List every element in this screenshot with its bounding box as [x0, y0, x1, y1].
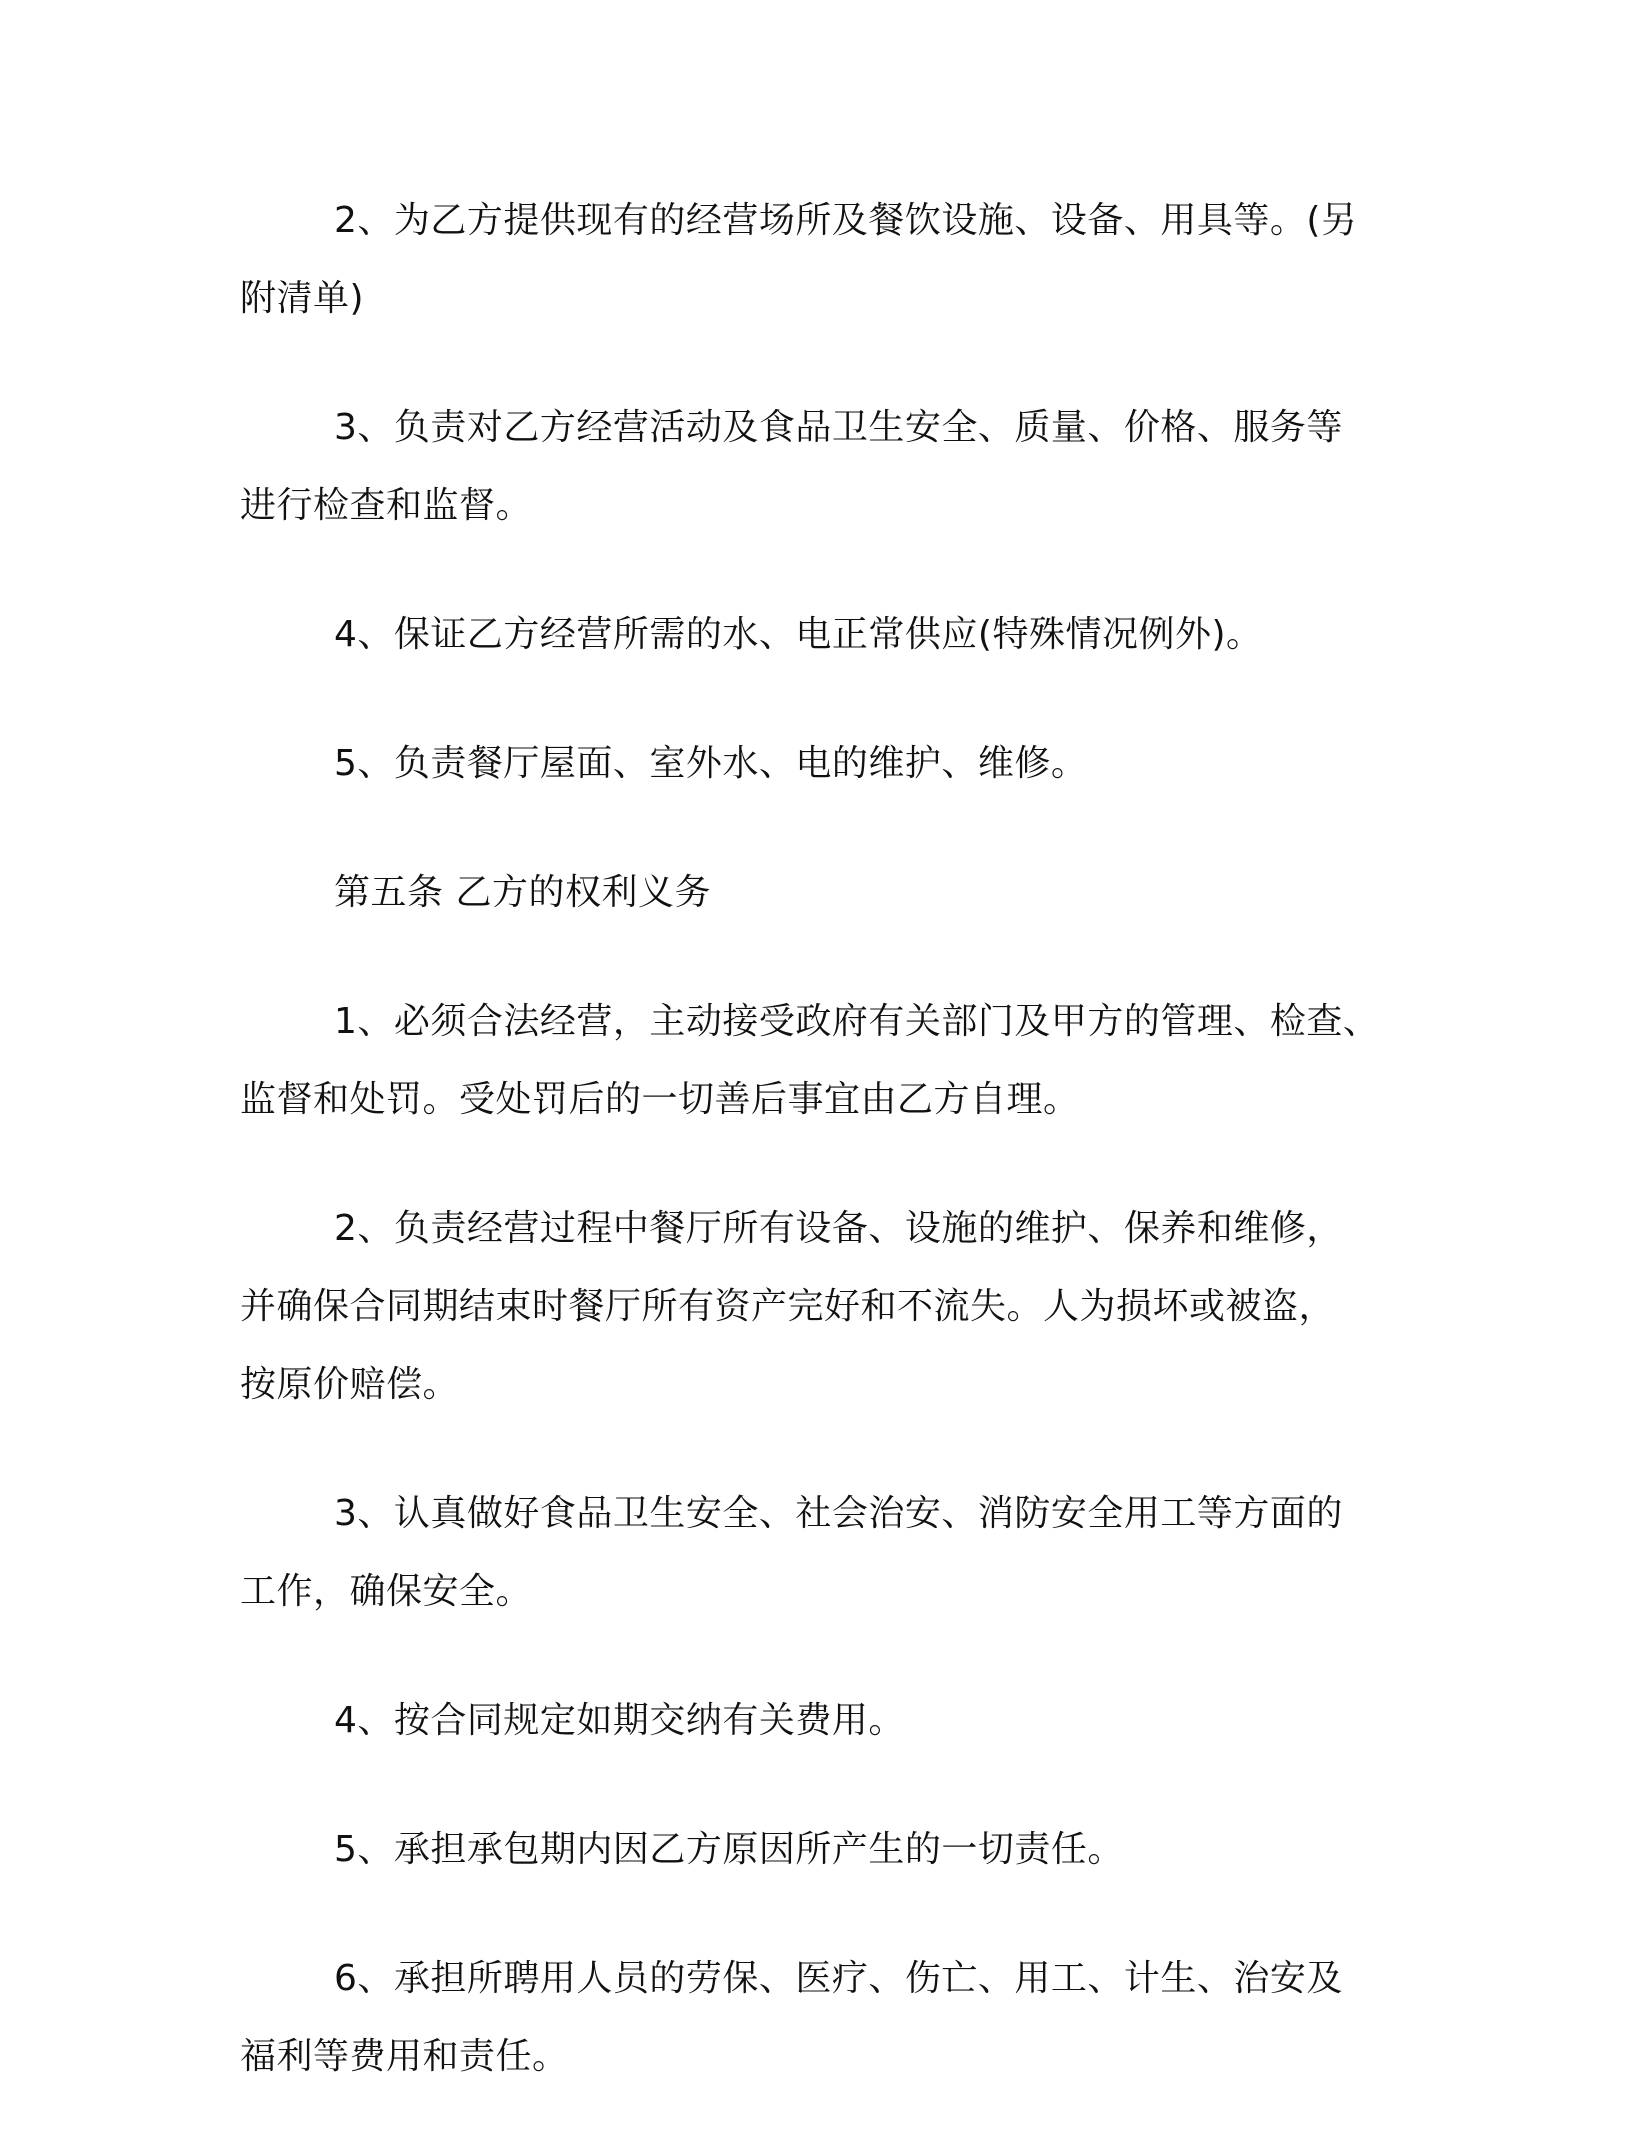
text-line: 福利等费用和责任。	[240, 2036, 569, 2077]
text-line: 按原价赔偿。	[240, 1364, 460, 1405]
text-line: 4、保证乙方经营所需的水、电正常供应(特殊情况例外)。	[334, 614, 1263, 655]
text-line: 工作，确保安全。	[240, 1571, 533, 1612]
clause-paragraph	[240, 1811, 1390, 1889]
text-line: 3、负责对乙方经营活动及食品卫生安全、质量、价格、服务等	[334, 407, 1343, 448]
text-line: 监督和处罚。受处罚后的一切善后事宜由乙方自理。	[240, 1079, 1080, 1120]
clause-paragraph	[240, 596, 1390, 674]
text-line: 5、负责餐厅屋面、室外水、电的维护、维修。	[334, 743, 1088, 784]
clause-paragraph	[240, 1190, 1390, 1424]
text-line: 并确保合同期结束时餐厅所有资产完好和不流失。人为损坏或被盗，	[240, 1286, 1336, 1327]
text-line: 6、承担所聘用人员的劳保、医疗、伤亡、用工、计生、治安及	[334, 1958, 1343, 1999]
text-line: 4、按合同规定如期交纳有关费用。	[334, 1700, 905, 1741]
clause-paragraph	[240, 1682, 1390, 1760]
clause-paragraph	[240, 182, 1390, 338]
text-line: 第五条 乙方的权利义务	[334, 872, 711, 913]
clause-paragraph	[240, 725, 1390, 803]
text-line: 5、承担承包期内因乙方原因所产生的一切责任。	[334, 1829, 1124, 1870]
clause-paragraph	[240, 1475, 1390, 1631]
section-heading	[240, 854, 1390, 932]
text-line: 3、认真做好食品卫生安全、社会治安、消防安全用工等方面的	[334, 1493, 1343, 1534]
text-line: 1、必须合法经营，主动接受政府有关部门及甲方的管理、检查、	[334, 1001, 1380, 1042]
text-line: 2、为乙方提供现有的经营场所及餐饮设施、设备、用具等。(另	[334, 200, 1358, 241]
text-line: 进行检查和监督。	[240, 485, 533, 526]
clause-paragraph	[240, 1940, 1390, 2096]
text-line: 2、负责经营过程中餐厅所有设备、设施的维护、保养和维修，	[334, 1208, 1343, 1249]
document-body	[240, 182, 1390, 2147]
clause-paragraph	[240, 983, 1390, 1139]
text-line: 附清单)	[240, 278, 365, 319]
clause-paragraph	[240, 389, 1390, 545]
